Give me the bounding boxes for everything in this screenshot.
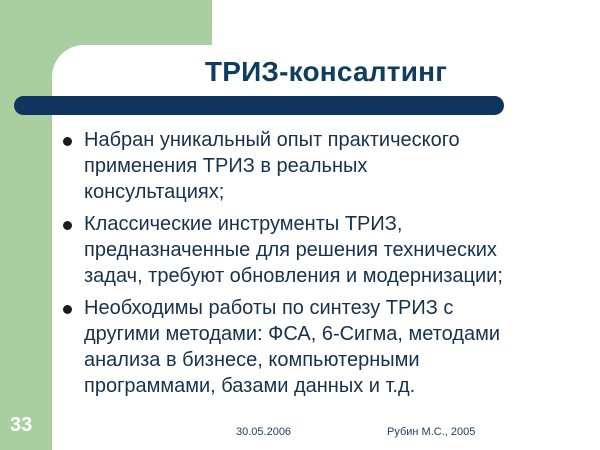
bullet-line: задач, требуют обновления и модернизации;: [84, 265, 503, 287]
bullet-line: Необходимы работы по синтезу ТРИЗ с: [84, 297, 454, 319]
bullet-line: предназначенные для решения технических: [84, 239, 497, 261]
bullet-line: анализа в бизнесе, компьютерными: [84, 349, 420, 371]
footer-author: Рубин М.С., 2005: [387, 426, 476, 438]
title-underline-bar: [14, 96, 504, 115]
bullet-dot-icon: [63, 221, 72, 230]
footer-date: 30.05.2006: [236, 426, 292, 438]
bullet-line: другими методами: ФСА, 6-Сигма, методами: [84, 323, 501, 345]
list-item: [62, 295, 592, 399]
bullet-line: применения ТРИЗ в реальных: [84, 155, 368, 177]
bullet-line: Набран уникальный опыт практического: [84, 129, 460, 151]
bullet-line: консультациях;: [84, 181, 225, 203]
slide-title: ТРИЗ-консалтинг: [204, 56, 448, 87]
list-item: [62, 211, 592, 289]
bullet-dot-icon: [63, 305, 72, 314]
slide-number: 33: [10, 414, 33, 436]
bullet-line: программами, базами данных и т.д.: [84, 375, 416, 397]
bullet-dot-icon: [63, 137, 72, 146]
bullet-list: [62, 127, 592, 405]
bullet-line: Классические инструменты ТРИЗ,: [84, 213, 403, 235]
list-item: [62, 127, 592, 205]
